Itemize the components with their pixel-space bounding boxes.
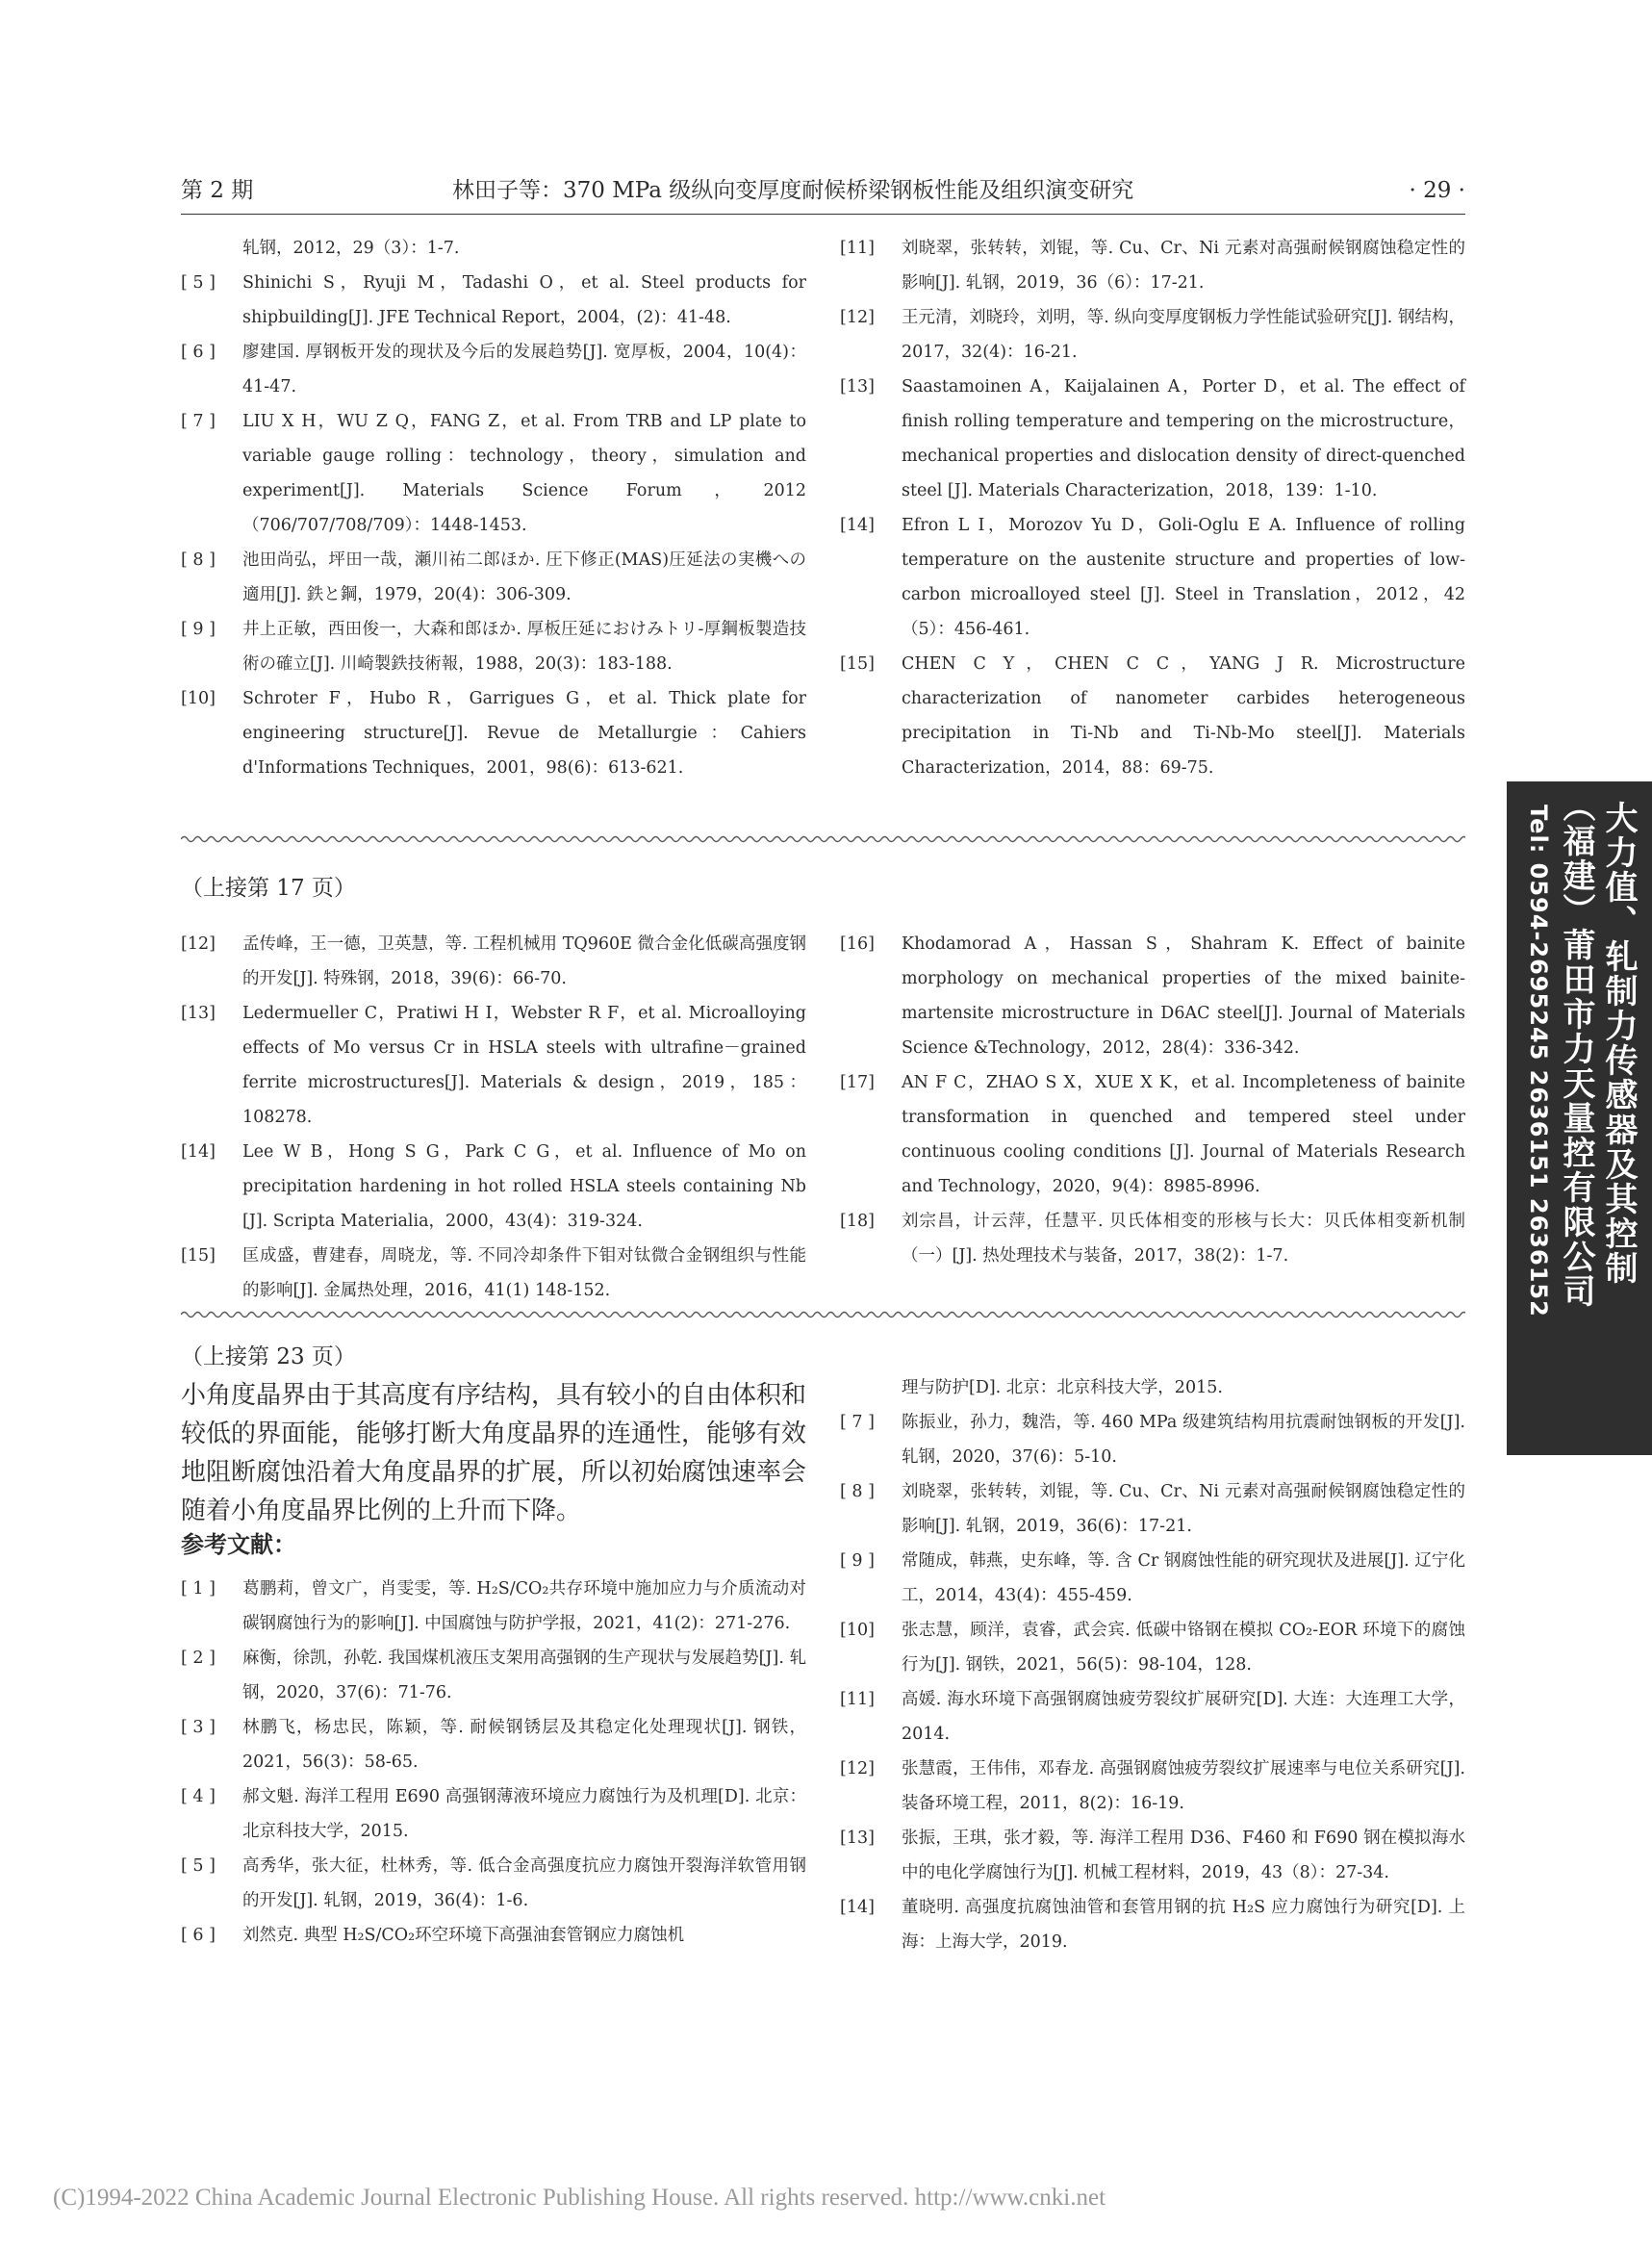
reference-entry [840, 300, 1465, 370]
reference-entry [840, 1204, 1465, 1273]
reference-entry [840, 508, 1465, 647]
reference-number: [ 6 ] [181, 1926, 216, 1945]
reference-number: [15] [840, 654, 875, 674]
reference-text: Lee W B，Hong S G，Park C G，et al. Influence of Mo on precipitation hardening in hot rolled HSLA steels containing Nb [J]. Scripta Materialia，2000，43(4)：319-324. [242, 1142, 806, 1231]
reference-entry [840, 927, 1465, 1065]
reference-entry [181, 927, 806, 996]
reference-text: 王元清，刘晓玲，刘明，等. 纵向变厚度钢板力学性能试验研究[J]. 钢结构，2017，32(4)：16-21. [902, 308, 1465, 362]
reference-text: 陈振业，孙力，魏浩，等. 460 MPa 级建筑结构用抗震耐蚀钢板的开发[J]. 轧钢，2020，37(6)：5-10. [902, 1413, 1465, 1467]
reference-entry [181, 231, 806, 266]
reference-text: 刘晓翠，张转转，刘锟，等. Cu、Cr、Ni 元素对高强耐候钢腐蚀稳定性的影响[J]. 轧钢，2019，36(6)：17-21. [902, 1482, 1465, 1536]
reference-number: [14] [840, 1898, 875, 1917]
copyright-footer: (C)1994-2022 China Academic Journal Electronic Publishing House. All rights reserved. http://www.cnki.net [53, 2185, 1106, 2211]
article-title: 林田子等：370 MPa 级纵向变厚度耐候桥梁钢板性能及组织演变研究 [452, 178, 1134, 203]
reference-number: [ 7 ] [840, 1413, 875, 1432]
reference-number: [12] [840, 1759, 875, 1778]
section1-left-column [181, 231, 806, 785]
reference-text: 刘宗昌，计云萍，任慧平. 贝氏体相变的形核与长大：贝氏体相变新机制（一）[J]. 热处理技术与装备，2017，38(2)：1-7. [902, 1212, 1465, 1266]
reference-number: [ 5 ] [181, 273, 216, 293]
reference-entry [840, 1474, 1465, 1544]
reference-text: Ledermueller C，Pratiwi H I，Webster R F，et al. Microalloying effects of Mo versus Cr in HSLA steels with ultrafine－grained ferrite microstructures[J]. Materials & design，2019，185：108278. [242, 1004, 806, 1127]
page-number: · 29 · [1409, 178, 1465, 203]
reference-text: 常随成，韩燕，史东峰，等. 含 Cr 钢腐蚀性能的研究现状及进展[J]. 辽宁化工，2014，43(4)：455-459. [902, 1551, 1465, 1605]
reference-number: [14] [181, 1142, 216, 1162]
reference-entry [181, 1779, 806, 1849]
issue-label: 第 2 期 [181, 178, 254, 203]
reference-number: [ 9 ] [181, 620, 216, 639]
reference-text: Saastamoinen A，Kaijalainen A，Porter D，et al. The effect of finish rolling temperature and tempering on the microstructure，mechanical properties and dislocation density of direct-quenched steel [J]. Materials Characterization，2018，139：1-10. [902, 377, 1465, 500]
continued-note: （上接第 17 页） [181, 876, 356, 901]
reference-entry [840, 1890, 1465, 1959]
reference-number: [12] [840, 308, 875, 327]
reference-number: [13] [840, 377, 875, 396]
reference-entry [840, 1370, 1465, 1405]
reference-entry [181, 1135, 806, 1239]
reference-entry [181, 335, 806, 404]
reference-number: [ 9 ] [840, 1551, 875, 1571]
reference-number: [18] [840, 1212, 875, 1231]
reference-number: [10] [840, 1621, 875, 1640]
reference-entry [181, 1710, 806, 1779]
ad-company: （福建）莆田市力天量控有限公司 [1557, 789, 1595, 1309]
reference-text: 轧钢，2012，29（3）：1-7. [242, 239, 460, 258]
reference-number: [11] [840, 1690, 875, 1709]
ad-headline: 大力值、轧制力传感器及其控制 [1599, 801, 1638, 1286]
reference-entry [181, 681, 806, 785]
reference-entry [181, 543, 806, 612]
reference-entry [181, 996, 806, 1135]
reference-text: Shinichi S，Ryuji M，Tadashi O，et al. Steel products for shipbuilding[J]. JFE Technical Report，2004，(2)：41-48. [242, 273, 806, 327]
section3-right-column [840, 1370, 1465, 1959]
reference-entry [181, 612, 806, 681]
reference-text: LIU X H，WU Z Q，FANG Z，et al. From TRB and LP plate to variable gauge rolling：technology，theory，simulation and experiment[J]. Materials Science Forum，2012（706/707/708/709）：1448-1453. [242, 412, 806, 535]
reference-text: 理与防护[D]. 北京：北京科技大学，2015. [902, 1378, 1223, 1397]
reference-entry [840, 231, 1465, 300]
reference-number: [ 8 ] [840, 1482, 875, 1501]
reference-text: Khodamorad A，Hassan S，Shahram K. Effect of bainite morphology on mechanical properties of the mixed bainite-martensite microstructure in D6AC steel[J]. Journal of Materials Science &Technology，2012，28(4)：336-342. [902, 934, 1465, 1058]
reference-number: [ 8 ] [181, 550, 216, 570]
reference-text: 张振，王琪，张才毅，等. 海洋工程用 D36、F460 和 F690 钢在模拟海水中的电化学腐蚀行为[J]. 机械工程材料，2019，43（8）：27-34. [902, 1829, 1465, 1882]
wavy-divider [181, 833, 1465, 845]
reference-entry [840, 1405, 1465, 1474]
reference-entry [181, 1641, 806, 1710]
reference-entry [840, 1613, 1465, 1682]
reference-number: [11] [840, 239, 875, 258]
reference-entry [181, 266, 806, 335]
section2-left-column [181, 927, 806, 1308]
running-header [181, 173, 1465, 215]
reference-number: [12] [181, 934, 216, 954]
reference-text: AN F C，ZHAO S X，XUE X K，et al. Incompleteness of bainite transformation in quenched and tempered steel under continuous cooling conditions [J]. Journal of Materials Research and Technology，2020，9(4)：8985-8996. [902, 1073, 1465, 1196]
reference-text: 廖建国. 厚钢板开发的现状及今后的发展趋势[J]. 宽厚板，2004，10(4)：41-47. [242, 343, 806, 396]
section3-left-column [181, 1572, 806, 1953]
reference-text: 张慧霞，王伟伟，邓春龙. 高强钢腐蚀疲劳裂纹扩展速率与电位关系研究[J]. 装备环境工程，2011，8(2)：16-19. [902, 1759, 1465, 1813]
reference-text: 刘晓翠，张转转，刘锟，等. Cu、Cr、Ni 元素对高强耐候钢腐蚀稳定性的影响[J]. 轧钢，2019，36（6）：17-21. [902, 239, 1465, 293]
reference-number: [16] [840, 934, 875, 954]
reference-number: [17] [840, 1073, 875, 1092]
reference-number: [ 4 ] [181, 1787, 216, 1806]
reference-entry [840, 647, 1465, 785]
reference-text: 刘然克. 典型 H₂S/CO₂环空环境下高强油套管钢应力腐蚀机 [242, 1926, 685, 1945]
continued-note: （上接第 23 页） [181, 1344, 356, 1369]
reference-text: 池田尚弘，坪田一哉，瀬川祐二郎ほか. 圧下修正(MAS)圧延法の実機への適用[J]. 鉄と鋼，1979，20(4)：306-309. [242, 550, 806, 604]
references-heading: 参考文献： [181, 1531, 296, 1558]
reference-number: [13] [840, 1829, 875, 1848]
reference-text: 葛鹏莉，曾文广，肖雯雯，等. H₂S/CO₂共存环境中施加应力与介质流动对碳钢腐蚀行为的影响[J]. 中国腐蚀与防护学报，2021，41(2)：271-276. [242, 1579, 806, 1633]
reference-entry [840, 1682, 1465, 1752]
reference-text: 匡成盛，曹建春，周晓龙，等. 不同冷却条件下钼对钛微合金钢组织与性能的影响[J]. 金属热处理，2016，41(1) 148-152. [242, 1246, 806, 1300]
reference-number: [13] [181, 1004, 216, 1023]
reference-text: CHEN C Y，CHEN C C，YANG J R. Microstructure characterization of nanometer carbides heterogeneous precipitation in Ti-Nb and Ti-Nb-Mo steel[J]. Materials Characterization，2014，88：69-75. [902, 654, 1465, 778]
reference-text: Schroter F，Hubo R，Garrigues G，et al. Thick plate for engineering structure[J]. Revue de Metallurgie：Cahiers d'Informations Techniques，2001，98(6)：613-621. [242, 689, 806, 778]
wavy-divider [181, 1309, 1465, 1320]
reference-entry [840, 1065, 1465, 1204]
reference-entry [840, 1821, 1465, 1890]
reference-text: 麻衡，徐凯，孙乾. 我国煤机液压支架用高强钢的生产现状与发展趋势[J]. 轧钢，2020，37(6)：71-76. [242, 1649, 806, 1702]
reference-text: Efron L I，Morozov Yu D，Goli-Oglu E A. Influence of rolling temperature on the austenite structure and properties of low-carbon microalloyed steel [J]. Steel in Translation，2012，42（5）：456-461. [902, 516, 1465, 639]
reference-text: 高媛. 海水环境下高强钢腐蚀疲劳裂纹扩展研究[D]. 大连：大连理工大学，2014. [902, 1690, 1465, 1744]
reference-entry [840, 1752, 1465, 1821]
reference-entry [181, 1918, 806, 1953]
reference-entry [840, 370, 1465, 508]
reference-text: 郝文魁. 海洋工程用 E690 高强钢薄液环境应力腐蚀行为及机理[D]. 北京：北京科技大学，2015. [242, 1787, 806, 1841]
reference-number: [ 2 ] [181, 1649, 216, 1668]
reference-number: [ 5 ] [181, 1856, 216, 1876]
reference-text: 孟传峰，王一德，卫英慧，等. 工程机械用 TQ960E 微合金化低碳高强度钢的开发[J]. 特殊钢，2018，39(6)：66-70. [242, 934, 806, 988]
reference-number: [ 3 ] [181, 1718, 216, 1737]
reference-entry [181, 1239, 806, 1308]
reference-entry [181, 1572, 806, 1641]
reference-text: 高秀华，张大征，杜林秀，等. 低合金高强度抗应力腐蚀开裂海洋软管用钢的开发[J]. 轧钢，2019，36(4)：1-6. [242, 1856, 806, 1910]
reference-entry [181, 1849, 806, 1918]
reference-number: [15] [181, 1246, 216, 1266]
reference-number: [10] [181, 689, 216, 708]
reference-number: [14] [840, 516, 875, 535]
reference-text: 井上正敏，西田俊一，大森和郎ほか. 厚板圧延におけみトリ-厚鋼板製造技術の確立[J]. 川崎製鉄技術報，1988，20(3)：183-188. [242, 620, 806, 674]
side-advertisement [1507, 781, 1652, 1455]
reference-entry [181, 404, 806, 543]
reference-text: 董晓明. 高强度抗腐蚀油管和套管用钢的抗 H₂S 应力腐蚀行为研究[D]. 上海：上海大学，2019. [902, 1898, 1465, 1952]
reference-text: 林鹏飞，杨忠民，陈颖，等. 耐候钢锈层及其稳定化处理现状[J]. 钢铁，2021，56(3)：58-65. [242, 1718, 806, 1772]
ad-phone: Tel: 0594-2695245 2636151 2636152 [1525, 805, 1552, 1317]
section2-right-column [840, 927, 1465, 1273]
body-paragraph: 小角度晶界由于其高度有序结构，具有较小的自由体积和较低的界面能，能够打断大角度晶界的连通性，能够有效地阻断腐蚀沿着大角度晶界的扩展，所以初始腐蚀速率会随着小角度晶界比例的上升而下降。 [181, 1381, 807, 1525]
reference-text: 张志慧，顾洋，袁睿，武会宾. 低碳中铬钢在模拟 CO₂-EOR 环境下的腐蚀行为[J]. 钢铁，2021，56(5)：98-104，128. [902, 1621, 1465, 1675]
reference-number: [ 7 ] [181, 412, 216, 431]
section1-right-column [840, 231, 1465, 785]
reference-number: [ 6 ] [181, 343, 216, 362]
reference-number: [ 1 ] [181, 1579, 216, 1599]
reference-entry [840, 1544, 1465, 1613]
